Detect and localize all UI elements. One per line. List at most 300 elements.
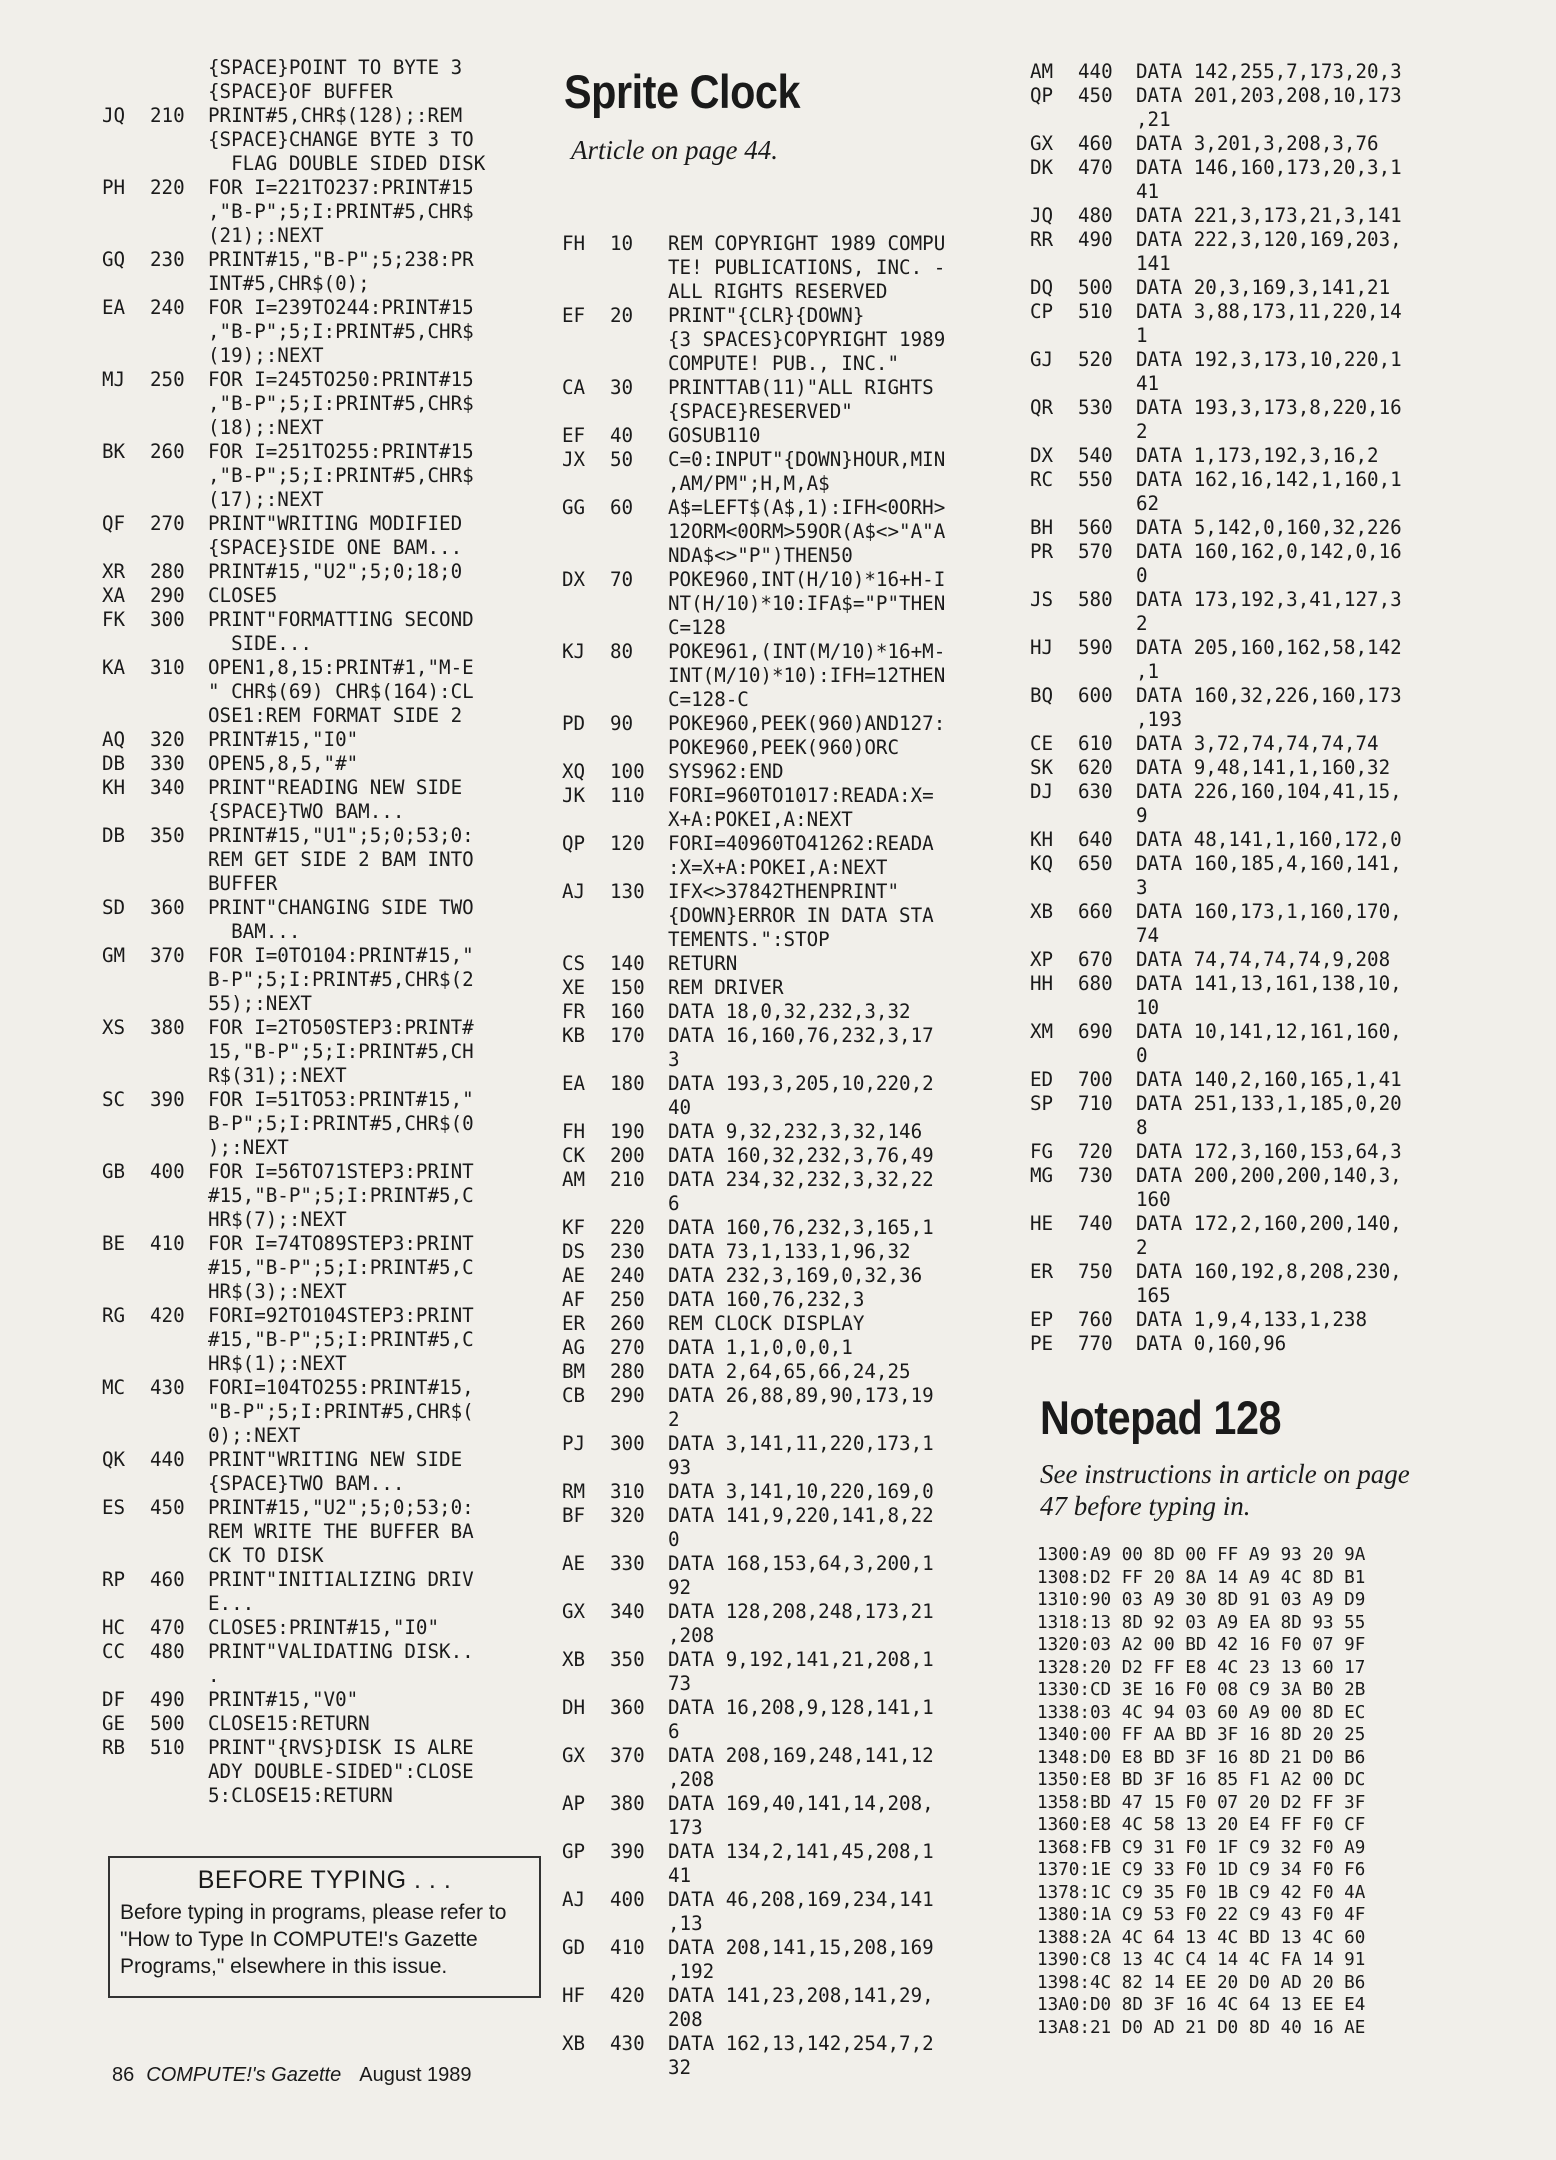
code-text: ,"B-P";5;I:PRINT#5,CHR$ (208, 392, 474, 415)
line-number (610, 1864, 668, 1888)
code-line (102, 296, 554, 368)
checksum-code (102, 224, 150, 248)
page-footer (112, 2064, 472, 2087)
line-number: 550 (1078, 468, 1113, 491)
line-number (1078, 660, 1136, 684)
checksum-code: FK (102, 608, 126, 631)
checksum-code: GQ (102, 248, 126, 271)
code-text: 74 (1136, 924, 1160, 947)
code-text: DATA 222,3,120,169,203, (1136, 228, 1402, 251)
checksum-code (1030, 804, 1078, 828)
line-number: 210 (150, 104, 185, 127)
code-line (102, 608, 554, 656)
line-number (610, 664, 668, 688)
code-line (1030, 1260, 1470, 1308)
line-number (1078, 1116, 1136, 1140)
line-number: 70 (610, 568, 634, 591)
line-number (150, 1136, 208, 1160)
code-text: PRINT#15,"I0" (208, 728, 359, 751)
code-line (1030, 684, 1470, 732)
checksum-code: PE (1030, 1332, 1054, 1355)
code-text: NT(H/10)*10:IFA$="P"THEN (668, 592, 946, 615)
line-number (150, 800, 208, 824)
code-text: FOR I=56TO71STEP3:PRINT (208, 1160, 474, 1183)
checksum-code (562, 1864, 610, 1888)
checksum-code (562, 1048, 610, 1072)
code-text: {SPACE}SIDE ONE BAM... (208, 536, 463, 559)
checksum-code (562, 592, 610, 616)
code-line (1030, 84, 1470, 132)
line-number (610, 400, 668, 424)
code-text: #15,"B-P";5;I:PRINT#5,C (208, 1184, 474, 1207)
code-text: X+A:POKEI,A:NEXT (668, 808, 853, 831)
code-line (1030, 516, 1470, 540)
code-line (1030, 1068, 1470, 1092)
line-number: 540 (1078, 444, 1113, 467)
line-number: 590 (1078, 636, 1113, 659)
line-number (150, 1280, 208, 1304)
checksum-code (102, 704, 150, 728)
checksum-code: RC (1030, 468, 1054, 491)
code-line (562, 1840, 1010, 1888)
code-text: DATA 169,40,141,14,208, (668, 1792, 934, 1815)
line-number: 490 (150, 1688, 185, 1711)
line-number: 380 (610, 1792, 645, 1815)
hex-line: 1300:A9 00 8D 00 FF A9 93 20 9A (1037, 1545, 1366, 1565)
code-text: REM GET SIDE 2 BAM INTO (208, 848, 474, 871)
checksum-code: FG (1030, 1140, 1054, 1163)
checksum-code (102, 872, 150, 896)
checksum-code: KB (562, 1024, 586, 1047)
code-text: CLOSE5:PRINT#15,"I0" (208, 1616, 440, 1639)
checksum-code: ER (562, 1312, 586, 1335)
line-number: 260 (610, 1312, 645, 1335)
code-text: DATA 74,74,74,74,9,208 (1136, 948, 1391, 971)
code-text: );:NEXT (208, 1136, 289, 1159)
code-text: {SPACE}RESERVED" (668, 400, 853, 423)
checksum-code (102, 1112, 150, 1136)
code-line (1030, 828, 1470, 852)
line-number (150, 488, 208, 512)
code-text: OPEN5,8,5,"#" (208, 752, 359, 775)
line-number: 420 (150, 1304, 185, 1327)
line-number (610, 520, 668, 544)
checksum-code: BQ (1030, 684, 1054, 707)
code-line (1030, 228, 1470, 276)
code-text: PRINT#15,"U1";5;0;53;0: (208, 824, 474, 847)
code-text: DATA 141,23,208,141,29, (668, 1984, 934, 2007)
line-number: 390 (150, 1088, 185, 1111)
checksum-code (102, 416, 150, 440)
code-text: {DOWN}ERROR IN DATA STA (668, 904, 934, 927)
code-line (1030, 852, 1470, 900)
code-line (1030, 1140, 1470, 1164)
checksum-code (562, 1096, 610, 1120)
hex-line: 1338:03 4C 94 03 60 A9 00 8D EC (1037, 1702, 1366, 1723)
checksum-code (562, 400, 610, 424)
line-number: 470 (1078, 156, 1113, 179)
checksum-code (102, 968, 150, 992)
code-text: 0 (668, 1528, 680, 1551)
code-text: ,208 (668, 1624, 715, 1647)
line-number (610, 1912, 668, 1936)
code-line (1030, 468, 1470, 516)
code-text: {3 SPACES}COPYRIGHT 1989 (668, 328, 946, 351)
checksum-code (562, 1408, 610, 1432)
line-number (610, 1528, 668, 1552)
checksum-code (102, 1760, 150, 1784)
checksum-code (102, 1472, 150, 1496)
code-line (562, 784, 1010, 832)
code-text: 1 (1136, 324, 1148, 347)
code-text: 41 (1136, 372, 1160, 395)
code-text: B-P";5;I:PRINT#5,CHR$(2 (208, 968, 474, 991)
line-number: 330 (610, 1552, 645, 1575)
code-line (1030, 300, 1470, 348)
checksum-code: MC (102, 1376, 126, 1399)
code-text: {SPACE}TWO BAM... (208, 800, 405, 823)
line-number (610, 328, 668, 352)
checksum-code: DB (102, 824, 126, 847)
code-text: :X=X+A:POKEI,A:NEXT (668, 856, 888, 879)
checksum-code: BH (1030, 516, 1054, 539)
code-line (562, 1288, 1010, 1312)
checksum-code (102, 848, 150, 872)
code-text: DATA 160,192,8,208,230, (1136, 1260, 1402, 1283)
code-line (1030, 972, 1470, 1020)
line-number (610, 1408, 668, 1432)
line-number: 460 (150, 1568, 185, 1591)
code-text: PRINT"FORMATTING SECOND (208, 608, 474, 631)
line-number: 610 (1078, 732, 1113, 755)
code-text: SYS962:END (668, 760, 784, 783)
code-line (562, 1600, 1010, 1648)
code-text: FORI=40960TO41262:READA (668, 832, 934, 855)
line-number (150, 392, 208, 416)
code-text: 92 (668, 1576, 692, 1599)
checksum-code: PD (562, 712, 586, 735)
code-text: DATA 2,64,65,66,24,25 (668, 1360, 911, 1383)
code-text: 2 (1136, 612, 1148, 635)
code-line (562, 640, 1010, 712)
hex-line: 13A8:21 D0 AD 21 D0 8D 40 16 AE (1037, 2017, 1366, 2038)
line-number (150, 1544, 208, 1568)
checksum-code (1030, 420, 1078, 444)
checksum-code: XR (102, 560, 126, 583)
checksum-code (562, 1672, 610, 1696)
line-number (1078, 924, 1136, 948)
code-line (102, 944, 554, 1016)
checksum-code (1030, 492, 1078, 516)
line-number: 500 (1078, 276, 1113, 299)
code-text: C=128-C (668, 688, 749, 711)
code-text: DATA 9,48,141,1,160,32 (1136, 756, 1391, 779)
line-number: 140 (610, 952, 645, 975)
code-text: FOR I=251TO255:PRINT#15 (208, 440, 474, 463)
code-text: DATA 73,1,133,1,96,32 (668, 1240, 911, 1263)
hex-line: 1340:00 FF AA BD 3F 16 8D 20 25 (1037, 1725, 1366, 1745)
checksum-code (102, 536, 150, 560)
code-text: DATA 142,255,7,173,20,3 (1136, 60, 1402, 83)
code-line (562, 232, 1010, 304)
code-text: DATA 10,141,12,161,160, (1136, 1020, 1402, 1043)
code-text: DATA 5,142,0,160,32,226 (1136, 516, 1402, 539)
code-text: DATA 168,153,64,3,200,1 (668, 1552, 934, 1575)
checksum-code (562, 808, 610, 832)
checksum-code: XQ (562, 760, 586, 783)
checksum-code: RG (102, 1304, 126, 1327)
code-text: COMPUTE! PUB., INC." (668, 352, 900, 375)
code-line (562, 1792, 1010, 1840)
code-line (562, 1024, 1010, 1072)
line-number: 400 (150, 1160, 185, 1183)
line-number: 320 (610, 1504, 645, 1527)
code-text: 6 (668, 1192, 680, 1215)
code-line (562, 1888, 1010, 1936)
line-number (150, 848, 208, 872)
code-text: DATA 208,169,248,141,12 (668, 1744, 934, 1767)
code-text: DATA 9,192,141,21,208,1 (668, 1648, 934, 1671)
checksum-code (562, 1960, 610, 1984)
code-text: PRINT"READING NEW SIDE (208, 776, 463, 799)
code-text: DATA 160,76,232,3,165,1 (668, 1216, 934, 1239)
line-number (610, 1096, 668, 1120)
code-text: (19);:NEXT (208, 344, 324, 367)
line-number: 620 (1078, 756, 1113, 779)
line-number (610, 1048, 668, 1072)
code-text: DATA 193,3,205,10,220,2 (668, 1072, 934, 1095)
code-text: #15,"B-P";5;I:PRINT#5,C (208, 1256, 474, 1279)
line-number: 240 (150, 296, 185, 319)
code-text: 9 (1136, 804, 1148, 827)
code-line (1030, 1308, 1470, 1332)
line-number: 490 (1078, 228, 1113, 251)
line-number: 180 (610, 1072, 645, 1095)
checksum-code (562, 544, 610, 568)
hex-line: 1310:90 03 A9 30 8D 91 03 A9 D9 (1037, 1590, 1366, 1610)
checksum-code: HC (102, 1616, 126, 1639)
checksum-code (102, 488, 150, 512)
code-line (1030, 444, 1470, 468)
code-text: POKE960,PEEK(960)AND127: (668, 712, 946, 735)
checksum-code: SD (102, 896, 126, 919)
code-line (562, 1216, 1010, 1240)
checksum-code: GM (102, 944, 126, 967)
line-number (610, 1672, 668, 1696)
line-number: 60 (610, 496, 634, 519)
checksum-code: DB (102, 752, 126, 775)
code-line (102, 1304, 554, 1376)
code-line (562, 2032, 1010, 2080)
code-text: DATA 192,3,173,10,220,1 (1136, 348, 1402, 371)
code-text: REM WRITE THE BUFFER BA (208, 1520, 474, 1543)
code-text: DATA 193,3,173,8,220,16 (1136, 396, 1402, 419)
checksum-code (562, 1528, 610, 1552)
code-text: 93 (668, 1456, 692, 1479)
line-number: 270 (610, 1336, 645, 1359)
line-number: 290 (610, 1384, 645, 1407)
checksum-code (562, 616, 610, 640)
before-typing-title: BEFORE TYPING . . . (197, 1866, 452, 1894)
checksum-code (102, 1784, 150, 1808)
checksum-code: CS (562, 952, 586, 975)
code-text: DATA 221,3,173,21,3,141 (1136, 204, 1402, 227)
checksum-code: DX (562, 568, 586, 591)
code-text: 2 (1136, 420, 1148, 443)
line-number (1078, 420, 1136, 444)
line-number (150, 1400, 208, 1424)
checksum-code (102, 272, 150, 296)
code-line (1030, 1092, 1470, 1140)
code-text: INT(M/10)*10):IFH=12THEN (668, 664, 946, 687)
checksum-code (102, 344, 150, 368)
checksum-code (102, 1520, 150, 1544)
code-line (562, 1552, 1010, 1600)
code-text: REM DRIVER (668, 976, 784, 999)
line-number: 770 (1078, 1332, 1113, 1355)
line-number (150, 344, 208, 368)
code-line (1030, 1020, 1470, 1068)
code-text: POKE960,PEEK(960)ORC (668, 736, 900, 759)
checksum-code: AQ (102, 728, 126, 751)
checksum-code: RP (102, 1568, 126, 1591)
checksum-code: PJ (562, 1432, 586, 1455)
checksum-code: AM (1030, 60, 1054, 83)
line-number: 690 (1078, 1020, 1113, 1043)
code-line (562, 880, 1010, 952)
checksum-code (562, 928, 610, 952)
code-text: RETURN (668, 952, 738, 975)
code-text: SIDE... (208, 632, 312, 655)
checksum-code: BF (562, 1504, 586, 1527)
hex-line: 13A0:D0 8D 3F 16 4C 64 13 EE E4 (1037, 1995, 1366, 2015)
hex-line: 1348:D0 E8 BD 3F 16 8D 21 D0 B6 (1037, 1747, 1366, 1768)
line-number: 340 (610, 1600, 645, 1623)
line-number (150, 872, 208, 896)
code-text: OSE1:REM FORMAT SIDE 2 (208, 704, 463, 727)
line-number: 500 (150, 1712, 185, 1735)
checksum-code (1030, 924, 1078, 948)
checksum-code (1030, 612, 1078, 636)
line-number (610, 1456, 668, 1480)
line-number (610, 1768, 668, 1792)
code-text: DATA 162,16,142,1,160,1 (1136, 468, 1402, 491)
hex-line: 1308:D2 FF 20 8A 14 A9 4C 8D B1 (1037, 1567, 1366, 1588)
notepad-subtitle-line1: See instructions in article on page (1040, 1459, 1410, 1489)
line-number (1078, 1236, 1136, 1260)
checksum-code (102, 1328, 150, 1352)
issue-date: August 1989 (359, 2064, 472, 2086)
line-number (610, 2056, 668, 2080)
code-line (562, 952, 1010, 976)
code-line (102, 512, 554, 560)
checksum-code (102, 680, 150, 704)
checksum-code: DF (102, 1688, 126, 1711)
code-text: {SPACE}CHANGE BYTE 3 TO (208, 128, 474, 151)
hex-line: 1328:20 D2 FF E8 4C 23 13 60 17 (1037, 1657, 1366, 1678)
code-line (102, 1088, 554, 1160)
line-number: 600 (1078, 684, 1113, 707)
checksum-code: GP (562, 1840, 586, 1863)
code-line (1030, 396, 1470, 444)
checksum-code: HJ (1030, 636, 1054, 659)
code-line (1030, 156, 1470, 204)
checksum-code: CB (562, 1384, 586, 1407)
code-text: "B-P";5;I:PRINT#5,CHR$( (208, 1400, 474, 1423)
line-number (1078, 180, 1136, 204)
checksum-code: AJ (562, 1888, 586, 1911)
checksum-code: EA (562, 1072, 586, 1095)
checksum-code: GE (102, 1712, 126, 1735)
line-number: 430 (610, 2032, 645, 2055)
checksum-code: AE (562, 1264, 586, 1287)
line-number (150, 1064, 208, 1088)
line-number: 300 (610, 1432, 645, 1455)
checksum-code: EF (562, 424, 586, 447)
checksum-code: SP (1030, 1092, 1054, 1115)
code-text: TE! PUBLICATIONS, INC. - (668, 256, 946, 279)
line-number (150, 1040, 208, 1064)
code-line (102, 248, 554, 296)
code-text: PRINT#15,"U2";5;0;18;0 (208, 560, 463, 583)
line-number (150, 80, 208, 104)
code-text: DATA 160,32,226,160,173 (1136, 684, 1402, 707)
checksum-code (562, 520, 610, 544)
checksum-code (1030, 252, 1078, 276)
magazine-name: COMPUTE!'s Gazette (146, 2064, 342, 2086)
checksum-code (562, 1720, 610, 1744)
checksum-code: AE (562, 1552, 586, 1575)
line-number (610, 1576, 668, 1600)
code-text: DATA 20,3,169,3,141,21 (1136, 276, 1391, 299)
checksum-code (102, 1424, 150, 1448)
code-text: FLAG DOUBLE SIDED DISK (208, 152, 486, 175)
line-number (150, 536, 208, 560)
line-number (150, 1664, 208, 1688)
line-number: 670 (1078, 948, 1113, 971)
line-number (1078, 1188, 1136, 1212)
code-text: GOSUB110 (668, 424, 761, 447)
checksum-code: BM (562, 1360, 586, 1383)
code-line (562, 1000, 1010, 1024)
checksum-code: XP (1030, 948, 1054, 971)
checksum-code (102, 128, 150, 152)
code-text: DATA 232,3,169,0,32,36 (668, 1264, 923, 1287)
checksum-code (562, 1816, 610, 1840)
listing-column-3 (1030, 60, 1470, 1356)
line-number: 20 (610, 304, 634, 327)
line-number: 360 (610, 1696, 645, 1719)
code-text: TEMENTS.":STOP (668, 928, 830, 951)
checksum-code (102, 1592, 150, 1616)
code-line (102, 176, 554, 248)
line-number: 150 (610, 976, 645, 999)
line-number (610, 1720, 668, 1744)
code-text: (18);:NEXT (208, 416, 324, 439)
code-text: ,193 (1136, 708, 1183, 731)
checksum-code: JQ (102, 104, 126, 127)
checksum-code (102, 464, 150, 488)
line-number (150, 152, 208, 176)
code-text: FORI=92TO104STEP3:PRINT (208, 1304, 474, 1327)
line-number (150, 224, 208, 248)
checksum-code (102, 1280, 150, 1304)
hex-line: 1350:E8 BD 3F 16 85 F1 A2 00 DC (1037, 1770, 1366, 1790)
code-text: FOR I=2TO50STEP3:PRINT# (208, 1016, 474, 1039)
hex-line: 1360:E8 4C 58 13 20 E4 FF F0 CF (1037, 1815, 1366, 1835)
code-line (562, 1984, 1010, 2032)
checksum-code: CE (1030, 732, 1054, 755)
